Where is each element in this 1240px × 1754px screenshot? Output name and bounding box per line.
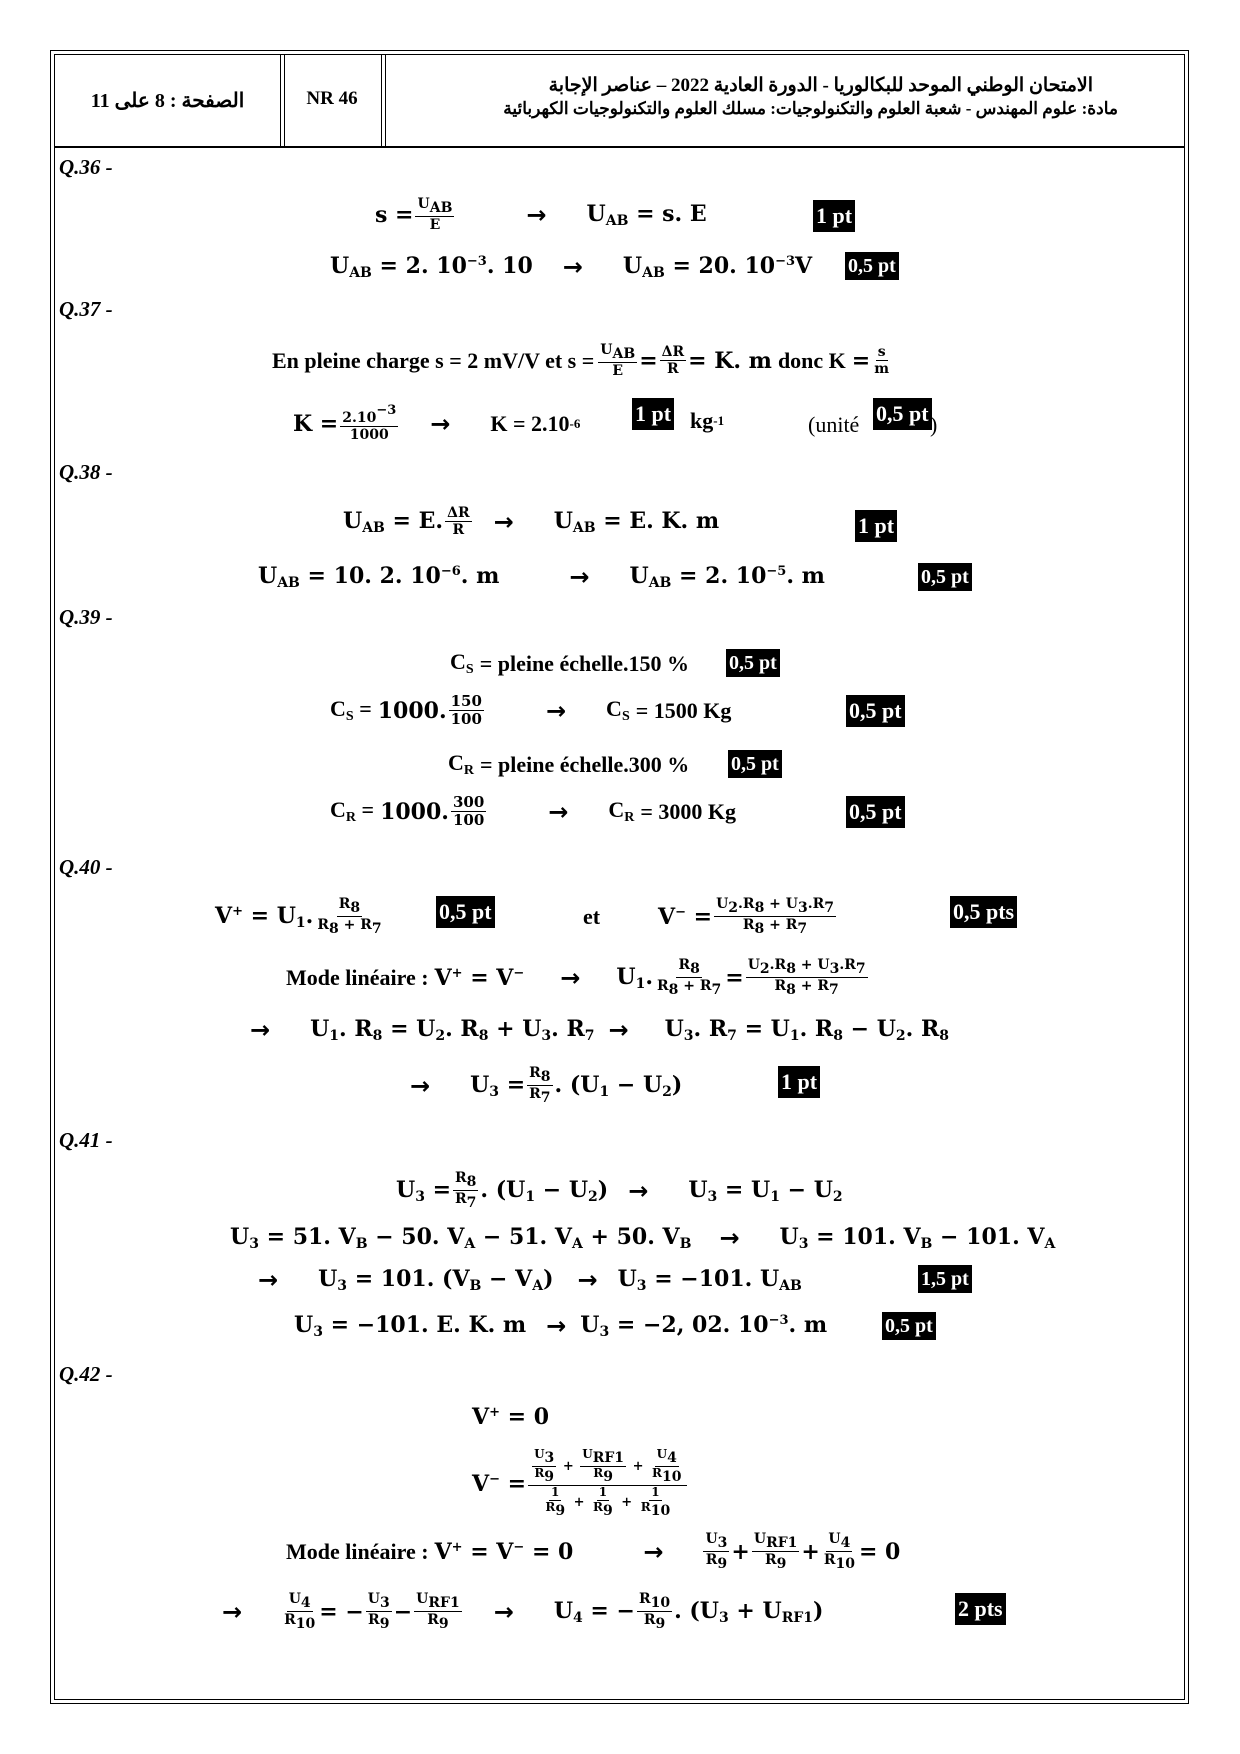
- equation: En pleine charge s = 2 mV/V et s = $\frac{U_{AB}}{E}$ = $\frac{\Delta R}{R}$ = K. m donc K = $\frac{s}{m}$: [272, 342, 890, 380]
- unit: kg -1: [690, 408, 725, 433]
- score-badge: 2 pts: [955, 1593, 1006, 1625]
- score-badge: 0,5 pt: [873, 398, 932, 430]
- equation: s = $\frac{U_{AB}}{E}$ → $U_{AB} = s$. E: [375, 196, 707, 234]
- page-number: الصفحة : 8 على 11: [90, 90, 245, 112]
- equation-text: En pleine charge s = 2 mV/V et s =: [272, 347, 595, 373]
- equation: Mode linéaire : V+ = V− → $U_1$. $\frac{R_8}{R_8 + R_7}$ = $\frac{U_2.R_8 + U_3.R_7}{R_8 + R_7}$: [286, 957, 866, 999]
- score-badge: 1 pt: [813, 200, 855, 232]
- question-label: Q.38 -: [59, 460, 113, 484]
- equation: $C_R$ = pleine échelle.300 %: [448, 750, 690, 778]
- unit-note: ): [930, 412, 938, 437]
- question-label: Q.37 -: [59, 297, 113, 321]
- equation: V+ = 0: [472, 1404, 550, 1430]
- unit-note: (unité: [808, 412, 860, 437]
- question-label: Q.36 -: [59, 155, 113, 179]
- equation-text: K = 2.10: [490, 410, 570, 436]
- header-divider: [385, 54, 386, 148]
- equation: $U_{AB} = 2$. $10^{-3}$. 10 → $U_{AB} = 20$. $10^{-3}V$: [330, 253, 813, 281]
- score-badge: 0,5 pt: [726, 649, 780, 677]
- equation: $C_R$ = 1000. $\frac{300}{100}$ → $C_R$ = 3000 Kg: [330, 793, 737, 830]
- header-divider: [381, 54, 382, 148]
- score-badge: 1 pt: [778, 1066, 820, 1098]
- exam-subject: مادة: علوم المهندس - شعبة العلوم والتكنولوجيات: مسلك العلوم والتكنولوجيات الكهربائية: [503, 99, 1118, 118]
- equation: $U_3$ = $\frac{R_8}{R_7}$ . $(U_1 - U_2)$ → $U_3 = U_1 - U_2$: [396, 1170, 843, 1212]
- equation: $U_{AB} = 10$. 2. $10^{-6}$. m → $U_{AB} = 2$. $10^{-5}$. m: [258, 563, 825, 591]
- equation-text: donc K: [777, 347, 846, 373]
- equation-text: et: [583, 904, 601, 929]
- equation: → $U_3$ = $\frac{R_8}{R_7}$ . $(U_1 - U_2)$: [410, 1065, 683, 1107]
- score-badge: 1,5 pt: [918, 1265, 972, 1293]
- equation: → $U_1$. $R_8 = U_2$. $R_8 + U_3$. $R_7$ → $U_3$. $R_7 = U_1$. $R_8 - U_2$. $R_8$: [250, 1016, 949, 1044]
- score-badge: 1 pt: [632, 398, 674, 430]
- question-label: Q.41 -: [59, 1128, 113, 1152]
- score-badge: 0,5 pts: [950, 896, 1017, 928]
- equation: V− = $\frac{U_3}{R_9}$ + $\frac{U_{RF1}}{R_9}$ + $\frac{U_4}{R_{10}}$ $\frac{1}{R_9}$ + $\frac{1}{R_9}$ + $\frac{1}{R_{10}}$: [472, 1448, 689, 1519]
- question-label: Q.39 -: [59, 605, 113, 629]
- score-badge: 0,5 pt: [918, 563, 972, 591]
- equation: K = $\frac{2.10^{-3}}{1000}$ → K = 2.10 -6: [293, 403, 581, 444]
- equation: → $U_3 = 101$. $(V_B - V_A)$ → $U_3 = -101$. $U_{AB}$: [258, 1266, 802, 1294]
- equation: Mode linéaire : V+ = V− = 0 → $\frac{U_3}{R_9}$ + $\frac{U_{RF1}}{R_9}$ + $\frac{U_4}{R_{10}}$ = 0: [286, 1531, 901, 1573]
- equation: $U_3 = -101$. E. K. m → $U_3 = -2$, 02. $10^{-3}$. m: [294, 1312, 828, 1340]
- equation: → $\frac{U_4}{R_{10}}$ = − $\frac{U_3}{R_9}$ − $\frac{U_{RF1}}{R_9}$ → $U_4$ = − $\frac{R_{10}}{R_9}$ . $(U_3 + U_{RF1})$: [222, 1591, 824, 1633]
- exam-code: NR 46: [306, 88, 358, 109]
- equation: $C_S$ = pleine échelle.150 %: [450, 649, 689, 677]
- score-badge: 1 pt: [855, 510, 897, 542]
- question-label: Q.40 -: [59, 855, 113, 879]
- equation: $U_3 = 51$. $V_B - 50$. $V_A - 51$. $V_A + 50$. $V_B$ → $U_3 = 101$. $V_B - 101$. $V_A$: [230, 1224, 1056, 1252]
- equation: V− = $\frac{U_2.R_8 + U_3.R_7}{R_8 + R_7}$: [658, 896, 835, 938]
- score-badge: 0,5 pt: [436, 896, 495, 928]
- score-badge: 0,5 pt: [728, 750, 782, 778]
- score-badge: 0,5 pt: [882, 1312, 936, 1340]
- score-badge: 0,5 pt: [846, 695, 905, 727]
- equation: $C_S$ = 1000. $\frac{150}{100}$ → $C_S$ = 1500 Kg: [330, 692, 732, 729]
- exam-title: الامتحان الوطني الموحد للبكالوريا - الدورة العادية 2022 – عناصر الإجابة: [548, 75, 1093, 96]
- score-badge: 0,5 pt: [845, 252, 899, 280]
- header-divider: [280, 54, 281, 148]
- equation: $U_{AB} = E$. $\frac{\Delta R}{R}$ → $U_{AB} = E$. K. m: [343, 505, 720, 539]
- header-divider: [284, 54, 285, 148]
- equation: $V^+ = U_1$. $\frac{R_8}{R_8 + R_7}$: [215, 896, 382, 938]
- question-label: Q.42 -: [59, 1362, 113, 1386]
- score-badge: 0,5 pt: [846, 796, 905, 828]
